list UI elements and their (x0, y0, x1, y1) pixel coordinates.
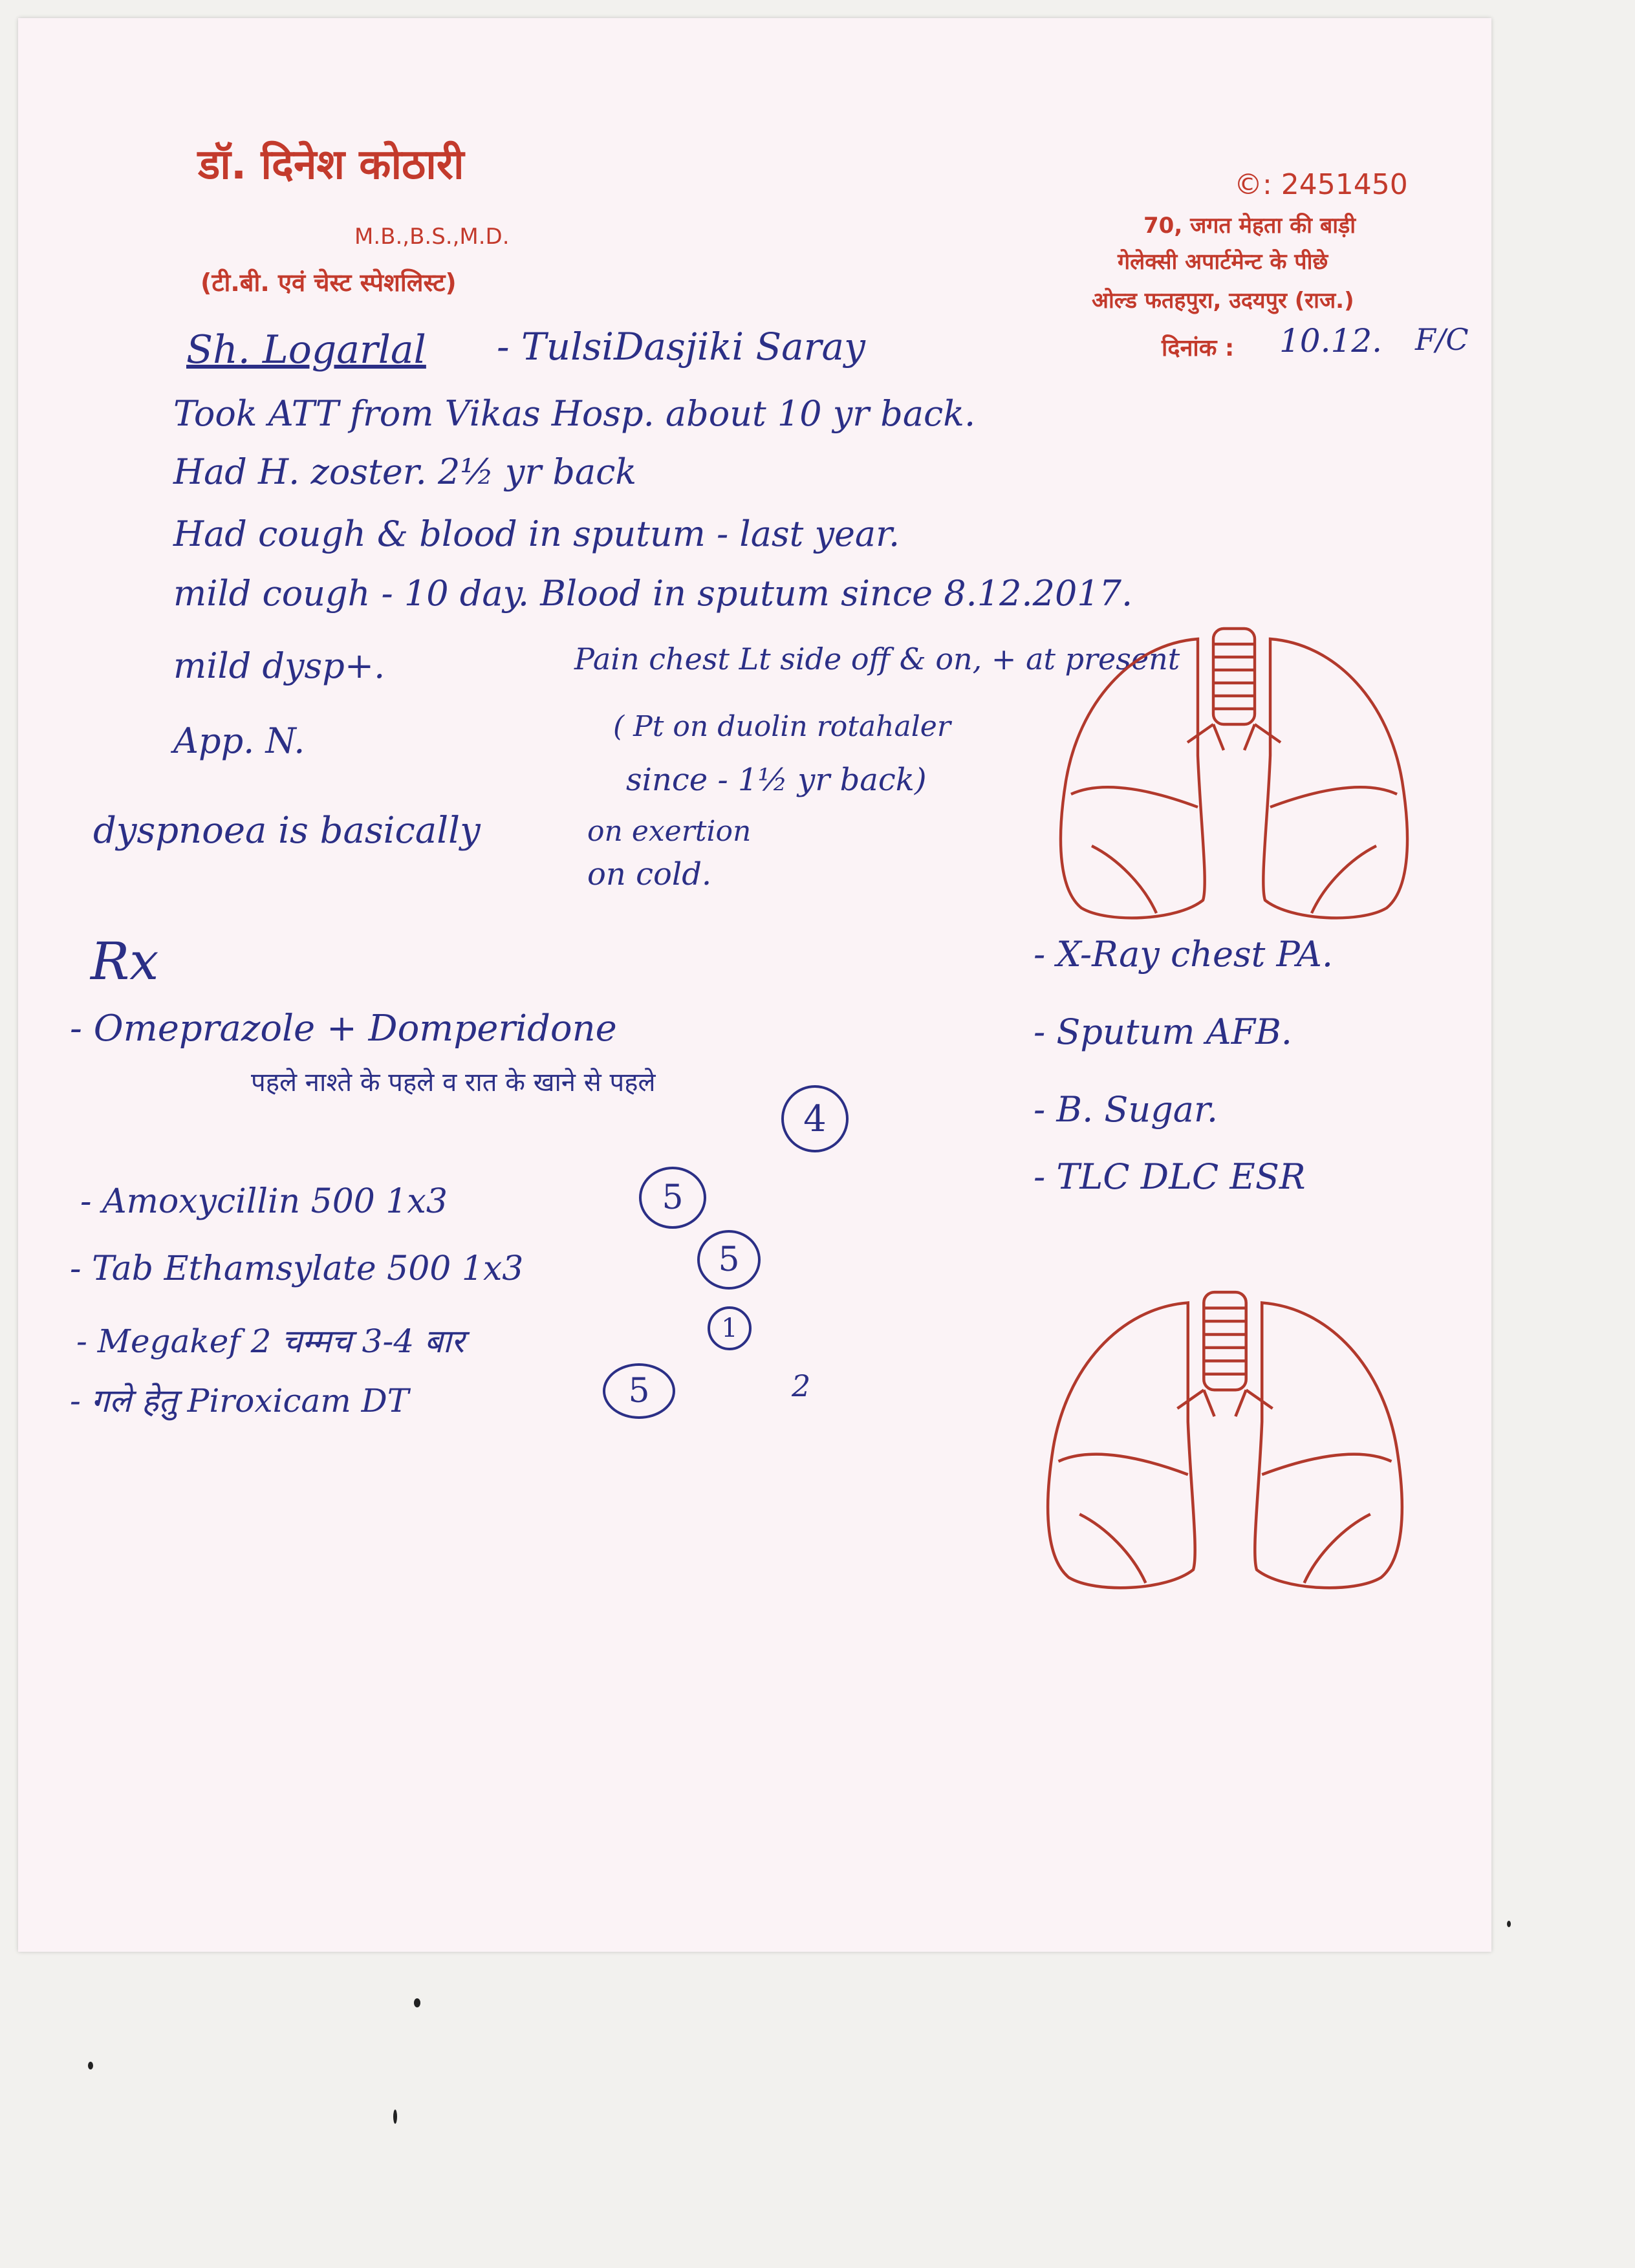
dust-speck (393, 2110, 397, 2124)
prescription-count (708, 1306, 752, 1350)
prescription-sheet (18, 18, 1491, 1952)
prescription-count (781, 1085, 849, 1152)
rx-symbol: Rx (91, 931, 159, 991)
bronchi (1177, 1390, 1272, 1416)
prescription-text: - Amoxycillin 500 1x3 (80, 1182, 448, 1221)
doctor-speciality: (टी.बी. एवं चेस्ट स्पेशलिस्ट) (200, 268, 457, 297)
clinic-address-line1: 70, जगत मेहता की बाड़ी (1143, 213, 1356, 239)
date-label: दिनांक : (1162, 335, 1235, 362)
history-line: Took ATT from Vikas Hosp. about 10 yr back. (173, 393, 976, 434)
history-line: on exertion (587, 815, 752, 848)
prescription-item (76, 1318, 464, 1362)
prescription-item (70, 1377, 409, 1421)
date-value: 10.12. (1279, 322, 1383, 360)
prescription-item (70, 1249, 523, 1288)
prescription-instruction: पहले नाश्ते के पहले व रात के खाने से पहले (251, 1068, 656, 1097)
history-line: Pain chest Lt side off & on, + at present (574, 642, 1180, 676)
prescription-count (639, 1167, 706, 1229)
patient-address: - TulsiDasjiki Saray (497, 325, 865, 369)
investigation-item: - TLC DLC ESR (1034, 1156, 1306, 1197)
bronchi (1187, 724, 1281, 750)
patient-name: Sh. Logarlal (186, 327, 426, 373)
doctor-degrees: M.B.,B.S.,M.D. (354, 224, 510, 250)
prescription-item (70, 1008, 617, 1050)
side-note: 2 (792, 1368, 811, 1403)
clinic-phone: ©: 2451450 (1234, 168, 1408, 201)
history-line: mild dysp+. (173, 645, 385, 686)
clinic-address-line3: ओल्ड फतहपुरा, उदयपुर (राज.) (1092, 288, 1354, 314)
doctor-name: डॉ. दिनेश कोठारी (198, 141, 464, 189)
date-suffix: F/C (1415, 322, 1469, 357)
dust-speck (88, 2062, 93, 2069)
investigation-item: - B. Sugar. (1034, 1089, 1218, 1130)
history-line: ( Pt on duolin rotahaler (613, 710, 951, 743)
history-line: Had H. zoster. 2½ yr back (173, 451, 637, 492)
count-circle: 5 (603, 1363, 675, 1419)
dust-speck (1507, 1921, 1511, 1927)
investigation-item: - Sputum AFB. (1034, 1011, 1292, 1052)
count-circle: 5 (639, 1167, 706, 1229)
prescription-text: - Omeprazole + Domperidone (70, 1008, 617, 1050)
clinic-address-line2: गेलेक्सी अपार्टमेन्ट के पीछे (1118, 249, 1328, 275)
history-line: Had cough & blood in sputum - last year. (173, 513, 900, 554)
count-circle: 4 (781, 1085, 849, 1152)
prescription-item (80, 1182, 448, 1221)
history-line: since - 1½ yr back) (626, 762, 927, 798)
history-line: App. N. (173, 720, 305, 761)
count-circle: 1 (708, 1306, 752, 1350)
history-line: on cold. (587, 856, 712, 892)
lung-diagram (1053, 626, 1415, 923)
prescription-count (603, 1363, 675, 1419)
history-line: dyspnoea is basically (93, 810, 481, 852)
prescription-text: - गले हेतु Piroxicam DT (70, 1382, 409, 1420)
lung-diagram (1037, 1290, 1413, 1593)
count-circle: 5 (697, 1230, 761, 1290)
dust-speck (414, 1998, 420, 2007)
prescription-count (697, 1230, 761, 1290)
investigation-item: - X-Ray chest PA. (1034, 934, 1334, 975)
prescription-text: - Megakef 2 चम्मच 3-4 बार (76, 1323, 464, 1360)
prescription-text: - Tab Ethamsylate 500 1x3 (70, 1249, 524, 1288)
history-line: mild cough - 10 day. Blood in sputum since 8.12.2017. (173, 573, 1133, 614)
